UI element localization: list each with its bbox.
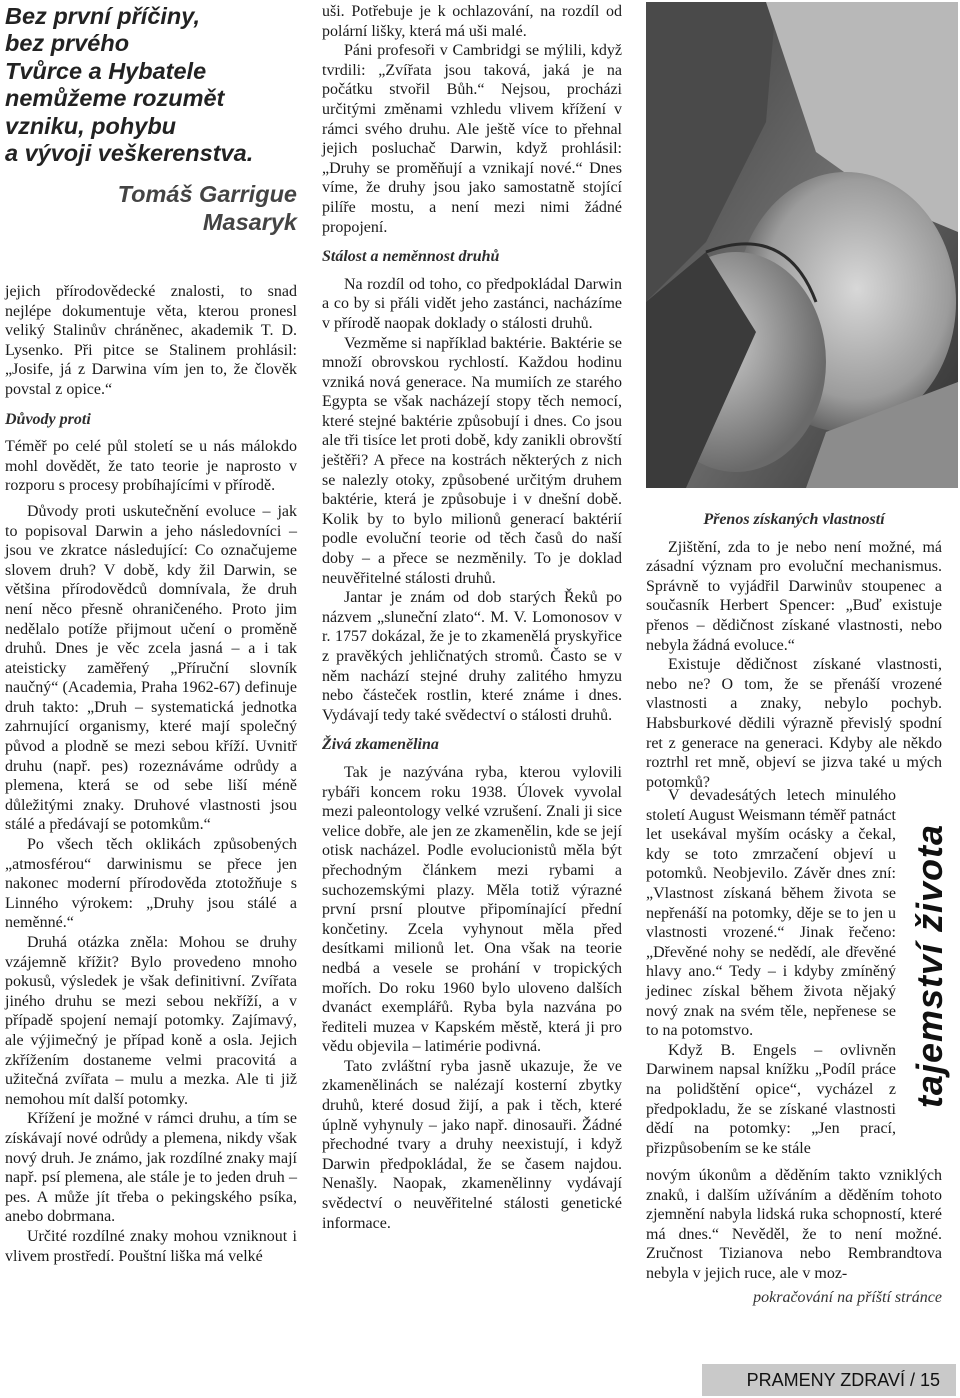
column-middle [322, 2, 622, 1233]
paragraph: jejich přírodovědecké znalosti, to snad nejlépe dokumentuje věta, kterou pronesl veliký Stalinův chráněnec, akademik T. D. Lysenko. Při pitce se Stalinem prohlásil: „Josife, já z Darwina vím jen to, že člověk povstal z opice.“ [5, 283, 297, 398]
paragraph: Křížení je možné v rámci druhu, a tím se získávají nové odrůdy a plemena, nikdy však nový druh. Je známo, jak rozdílné znaky mají např. psí plemena, ale stále je to jeden druh – pes. A může jít třeba o pekingského psíka, anebo dobrmana. [5, 1110, 297, 1226]
quote-author-last: Masaryk [202, 208, 297, 235]
section-heading: Důvody proti [5, 410, 91, 428]
section-heading: Přenos získaných vlastností [703, 511, 885, 528]
quote-line: vzniku, pohybu [5, 112, 177, 139]
paragraph: Vezměme si například baktérie. Baktérie se množí obrovskou rychlostí. Každou hodinu vzniká nová generace. Na mumiích ze starého Egypta se však nacházejí stopy těch nemocí, které stejné baktérie způsobují i dnes. Co jsou ale tři tisíce let proti době, kdy zanikli obrovští ještěři? A přece na kostrách některých z nich se nalezly otoky, způsobené určitým druhem baktérie, která je způsobuje i v dnešní době. Kolik by to bylo milionů generací baktérií podle evoluční teorie od těch časů do naší doby – a přece se nezměnily. To je doklad neuvěřitelné stálosti druhů. [322, 334, 622, 587]
paragraph: novým úkonům a děděním takto vzniklých znaků, i dalším užíváním a děděním tohoto zjemnění nabyla lidská ruka schopností, které má dnes.“ Nevěděl, že to není možné. Zručnost Tizianova nebo Rembrandtova nebyla v jejich ruce, ale v moz- [646, 1167, 942, 1282]
quote-line: bez prvého [5, 30, 130, 57]
paragraph: Jantar je znám od dob starých Řeků po názvem „sluneční zlato“. M. V. Lomonosov v r. 1757 dokázal, že je to zkamenělá pryskyřice z pravěkých jehličnatých stromů. Často se v něm nachází stejné druhy zalitého hmyzu nebo částeček rostlin, které známe i dnes. Vydávají tedy také svědectví o stálosti druhů. [322, 589, 622, 724]
paragraph: Tato zvláštní ryba jasně ukazuje, že ve zkamenělinách se nalézají kosterní zbytky druhů, které dosud žijí, a pak i těch, které úplně vyhynuly – jako např. dinosauři. Žádné přechodné tvary a druhy neexistují, i když Darwin předpokládal, že se časem najdou. Nenašly. Naopak, zkamenělinny vydávají svědectví o neuvěřitelné stálosti genetické informace. [322, 1057, 622, 1232]
epigraph-quote [5, 3, 305, 236]
section-heading: Živá zkamenělina [322, 736, 439, 754]
bw-photograph [646, 2, 958, 488]
paragraph: Na rozdíl od toho, co předpokládal Darwin a co by si přáli vidět jeho zastánci, nacházíme v přírodě naopak doklady o stálosti druhů. [322, 275, 622, 332]
paragraph: Existuje dědičnost získané vlastnosti, nebo ne? O tom, že se přenáší vrozené vlastnosti a znaky, nebylo pochyb. Habsburkové dědili výrazně převislý spodní ret z generace na generaci. Kdyby ale někdo roztrhl ret mně, objeví se jizva také u mých potomků? [646, 656, 942, 791]
rubric-text: tajemství života [909, 823, 951, 1109]
quote-line: Tvůrce a Hybatele [5, 57, 207, 84]
paragraph: Po všech těch oklikách způsobených „atmosférou“ darwinismu se přece jen nakonec moderní přírodověda ztotožňuje s Linného výrokem: „Druhy jsou stálé a neměnné.“ [5, 836, 297, 932]
paragraph: Téměř po celé půl století se u nás málokdo mohl dovědět, že tato teorie je naprosto v rozporu s procesy probíhajícími v přírodě. [5, 438, 297, 495]
paragraph: Páni profesoři v Cambridgi se mýlili, když tvrdili: „Zvířata jsou taková, jaká je na počátku stvořil Bůh.“ Nejsou, procházi určitými změnami vzhledu vlivem křížení v rámci svého druhu. Ale ještě více to přehnal jejich posluchač Darwin, když prohlásil: „Druhy se proměňují a vznikají nové.“ Dnes víme, že druhy jsou jako samostatně stojící pilíře mostu, a není mezi nimi žádné propojení. [322, 42, 622, 236]
footer-text: PRAMENY ZDRAVÍ / 15 [746, 1369, 940, 1390]
paragraph: Tak je nazývána ryba, kterou vylovili rybáři koncem roku 1938. Úlovek vyvolal mezi paleontology velké vzrušení. Znali ji sice velice dobře, ale jen ze zkamenělin, kde se její otisk nacházel. Podle evolucionistů měla být přechodným článkem mezi rybami a suchozemskými plazy. Měla totiž výrazné první prsní ploutve připomínající přední končetiny. Zcela vyhynout měla před desítkami milionů let. Ona však na teorie nedbá a vesele se prohání v tropických mořích. Do roku 1960 bylo uloveno dalších dvanáct exemplářů. Ryba byla nazvána po řediteli muzea v Kapském městě, která ji pro vědu objevila – latimérie podivná. [322, 763, 622, 1056]
quote-line: nemůžeme rozumět [5, 85, 225, 112]
quote-line: Bez první příčiny, [5, 3, 201, 29]
paragraph: Zjištění, zda to je nebo není možné, má zásadní význam pro evoluční mechanismus. Správně to vyjádřil Darwinův stoupenec a současník Herbert Spencer: „Buď existuje přenos – dědičnost získané vlastnosti, nebo nebyla žádná evoluce.“ [646, 538, 942, 654]
paragraph: Druhá otázka zněla: Mohou se druhy vzájemně křížit? Bylo provedeno mnoho pokusů, výsledek je však definitivní. Zvířata jiného druhu se mezi sebou nekříží, a v případě spojení nemají potomky. Zajímavý, ale výjimečný je případ koně a osla. Jejich zkřížením dostaneme velmi pracovitá a užitečná zvířata – mulu a mezka. Ale ti již nemohou mít další potomky. [5, 934, 297, 1108]
paragraph: V devadesátých letech minulého století August Weismann téměř patnáct let usekával myším ocásky a čekal, kdy se toto zmrzačení objeví u potomků. Neobjevilo. Závěr dnes zní: „Vlastnost získaná během života se nepřenáší na potomky, děje se to jen u vlastnosti vrozené.“ Jinak řečeno: „Dřevěné nohy se nedědí, ale dřevěné hlavy ano.“ Tedy – i kdyby zmíněný jedinec získal během života nějaký nový znak na svém těle, nepřenese se to na potomstvo. [646, 787, 896, 1040]
section-heading: Stálost a neměnnost druhů [322, 248, 500, 266]
paragraph: Určité rozdílné znaky mohou vzniknout i vlivem prostředí. Pouštní liška má velké [5, 1227, 297, 1265]
column-right [646, 510, 942, 792]
paragraph: Když B. Engels – ovlivněn Darwinem napsal knížku „Podíl práce na polidštění opice“, vycházel z předpokladu, že se získané vlastnosti dědí na potomky: „Jen prací, přizpůsobením se ke stále [646, 1041, 896, 1157]
section-rubric [904, 784, 956, 1148]
paragraph: Důvody proti uskutečnění evoluce – jak to popisoval Darwin a jeho následovníci – jsou ve zkratce následující: Co označujeme slovem druh? V době, kdy žil Darwin, se většina přírodovědců domnívala, že druh není něco přesně ohraničeného. Proto jim nedělalo potíže přijmout učení o proměně druhů. Dnes je věc zcela jasná – a i tak ateisticky zaměřený „Příruční slovník naučný“ (Academia, Praha 1962-67) definuje druh takto: „Druh – systematická jednotka zahrnující organismy, které mají společný původ a plodně se mezi sebou kříží. Uvnitř druhu (např. pes) rozeznáváme odrůdy a plemena, která se od sebe liší méně důležitými znaky. Druhové vlastnosti jsou stálé a předávají se potomkům.“ [5, 502, 297, 834]
column-left [5, 282, 297, 1266]
column-right-bottom [646, 1166, 942, 1307]
quote-author-first: Tomáš Garrigue [117, 181, 297, 208]
quote-line: a vývoji veškerenstva. [5, 140, 254, 167]
continued-note: pokračování na příští stránce [753, 1288, 942, 1306]
page-footer [702, 1364, 956, 1396]
paragraph: uši. Potřebuje je k ochlazování, na rozdíl od polární lišky, která má uši malé. [322, 3, 622, 40]
column-right-lower [646, 786, 896, 1158]
